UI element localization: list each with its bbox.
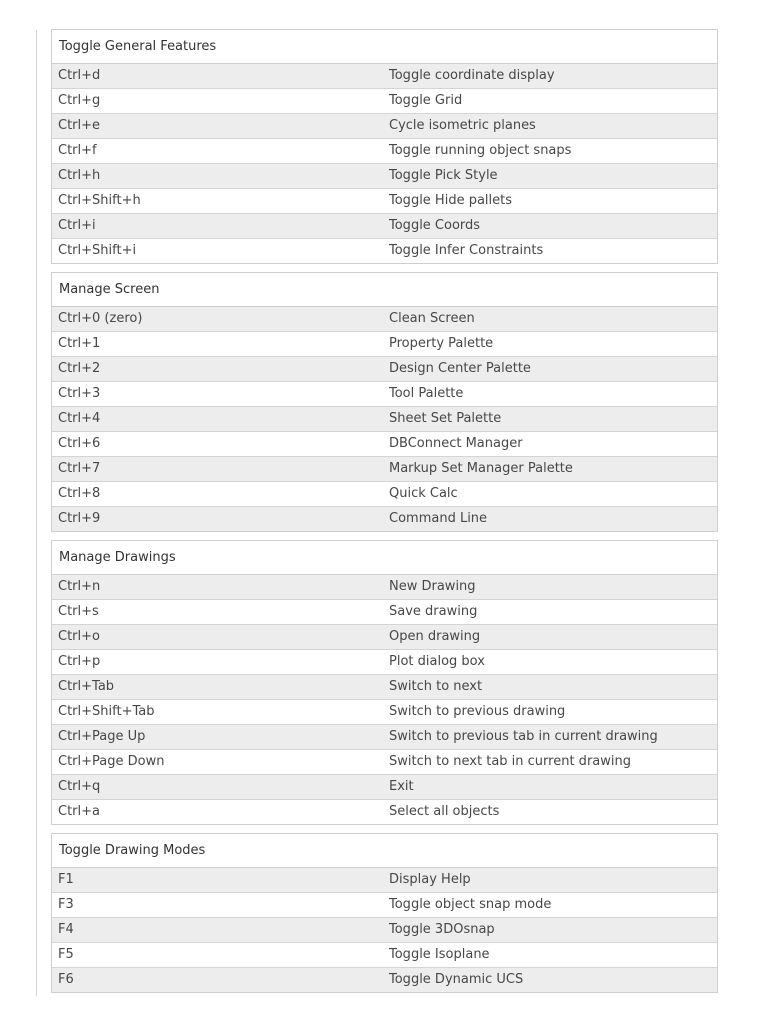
shortcut-action: Toggle coordinate display (389, 68, 555, 83)
table-title: Manage Drawings (52, 541, 717, 575)
shortcut-action: Toggle object snap mode (389, 897, 552, 912)
shortcut-table-toggle-drawing-modes (51, 833, 718, 993)
shortcut-action: Select all objects (389, 804, 500, 819)
shortcut-key: Ctrl+Page Down (58, 754, 165, 769)
shortcut-key: Ctrl+Page Up (58, 729, 146, 744)
table-row (52, 943, 717, 968)
shortcut-key: F6 (58, 972, 74, 987)
shortcut-key: Ctrl+2 (58, 361, 101, 376)
table-row (52, 775, 717, 800)
shortcut-key: Ctrl+7 (58, 461, 101, 476)
table-row (52, 725, 717, 750)
shortcut-action: Switch to next tab in current drawing (389, 754, 631, 769)
shortcut-key: Ctrl+6 (58, 436, 101, 451)
shortcut-key: Ctrl+Shift+Tab (58, 704, 155, 719)
shortcut-action: Clean Screen (389, 311, 475, 326)
shortcut-key: Ctrl+1 (58, 336, 101, 351)
shortcut-key: F4 (58, 922, 74, 937)
shortcut-action: Sheet Set Palette (389, 411, 502, 426)
table-row (52, 868, 717, 893)
shortcut-action: Exit (389, 779, 414, 794)
table-row (52, 307, 717, 332)
shortcut-action: Command Line (389, 511, 488, 526)
shortcut-action: DBConnect Manager (389, 436, 523, 451)
shortcut-action: Display Help (389, 872, 471, 887)
table-row (52, 968, 717, 992)
table-row (52, 700, 717, 725)
table-row (52, 89, 717, 114)
shortcut-key: F3 (58, 897, 74, 912)
shortcut-action: Toggle Coords (389, 218, 481, 233)
shortcut-key: Ctrl+8 (58, 486, 101, 501)
shortcut-action: Quick Calc (389, 486, 458, 501)
table-row (52, 214, 717, 239)
shortcut-key: Ctrl+9 (58, 511, 101, 526)
shortcut-action: Toggle Pick Style (389, 168, 498, 183)
shortcut-action: Save drawing (389, 604, 478, 619)
page-bottom-margin (0, 996, 768, 1024)
table-row (52, 482, 717, 507)
table-title: Manage Screen (52, 273, 717, 307)
shortcut-key: Ctrl+g (58, 93, 101, 108)
shortcut-action: Toggle Isoplane (389, 947, 490, 962)
shortcut-action: Open drawing (389, 629, 481, 644)
table-row (52, 189, 717, 214)
table-row (52, 139, 717, 164)
shortcut-action: Toggle Grid (389, 93, 463, 108)
shortcut-key: F1 (58, 872, 74, 887)
shortcut-key: Ctrl+i (58, 218, 96, 233)
shortcut-action: Switch to next (389, 679, 483, 694)
shortcut-action: Toggle running object snaps (389, 143, 572, 158)
shortcut-table-manage-drawings (51, 540, 718, 825)
table-row (52, 382, 717, 407)
shortcut-action: Tool Palette (389, 386, 464, 401)
shortcut-action: Toggle Dynamic UCS (389, 972, 524, 987)
shortcut-key: Ctrl+h (58, 168, 101, 183)
shortcut-action: Property Palette (389, 336, 494, 351)
table-row (52, 800, 717, 824)
shortcut-key: Ctrl+p (58, 654, 101, 669)
shortcut-action: Markup Set Manager Palette (389, 461, 573, 476)
shortcut-key: Ctrl+0 (zero) (58, 311, 143, 326)
shortcut-key: Ctrl+3 (58, 386, 101, 401)
shortcut-key: Ctrl+Shift+i (58, 243, 137, 258)
table-row (52, 407, 717, 432)
table-row (52, 625, 717, 650)
shortcut-key: Ctrl+4 (58, 411, 101, 426)
shortcut-action: Cycle isometric planes (389, 118, 536, 133)
table-row (52, 64, 717, 89)
shortcut-table-toggle-general-features (51, 29, 718, 264)
shortcut-key: F5 (58, 947, 74, 962)
shortcut-key: Ctrl+Tab (58, 679, 115, 694)
table-row (52, 650, 717, 675)
table-row (52, 750, 717, 775)
table-row (52, 239, 717, 263)
shortcut-key: Ctrl+f (58, 143, 97, 158)
shortcut-key: Ctrl+o (58, 629, 100, 644)
table-row (52, 332, 717, 357)
shortcut-table-manage-screen (51, 272, 718, 532)
table-row (52, 507, 717, 531)
table-row (52, 457, 717, 482)
table-row (52, 918, 717, 943)
shortcut-action: Toggle Infer Constraints (389, 243, 544, 258)
table-row (52, 164, 717, 189)
table-row (52, 675, 717, 700)
table-row (52, 357, 717, 382)
table-row (52, 432, 717, 457)
table-row (52, 575, 717, 600)
table-row (52, 600, 717, 625)
shortcut-key: Ctrl+q (58, 779, 101, 794)
table-row (52, 893, 717, 918)
shortcut-key: Ctrl+s (58, 604, 99, 619)
table-row (52, 114, 717, 139)
shortcut-action: Switch to previous drawing (389, 704, 566, 719)
shortcut-key: Ctrl+n (58, 579, 101, 594)
shortcut-action: Toggle 3DOsnap (389, 922, 495, 937)
shortcut-action: Toggle Hide pallets (389, 193, 513, 208)
shortcut-action: Switch to previous tab in current drawing (389, 729, 658, 744)
shortcut-key: Ctrl+e (58, 118, 101, 133)
shortcut-action: New Drawing (389, 579, 476, 594)
shortcut-key: Ctrl+d (58, 68, 101, 83)
shortcut-action: Plot dialog box (389, 654, 485, 669)
shortcut-tables-container (51, 29, 718, 1001)
left-border-rule (36, 30, 37, 996)
table-title: Toggle Drawing Modes (52, 834, 717, 868)
shortcut-action: Design Center Palette (389, 361, 531, 376)
shortcut-key: Ctrl+Shift+h (58, 193, 141, 208)
shortcut-key: Ctrl+a (58, 804, 100, 819)
table-title: Toggle General Features (52, 30, 717, 64)
